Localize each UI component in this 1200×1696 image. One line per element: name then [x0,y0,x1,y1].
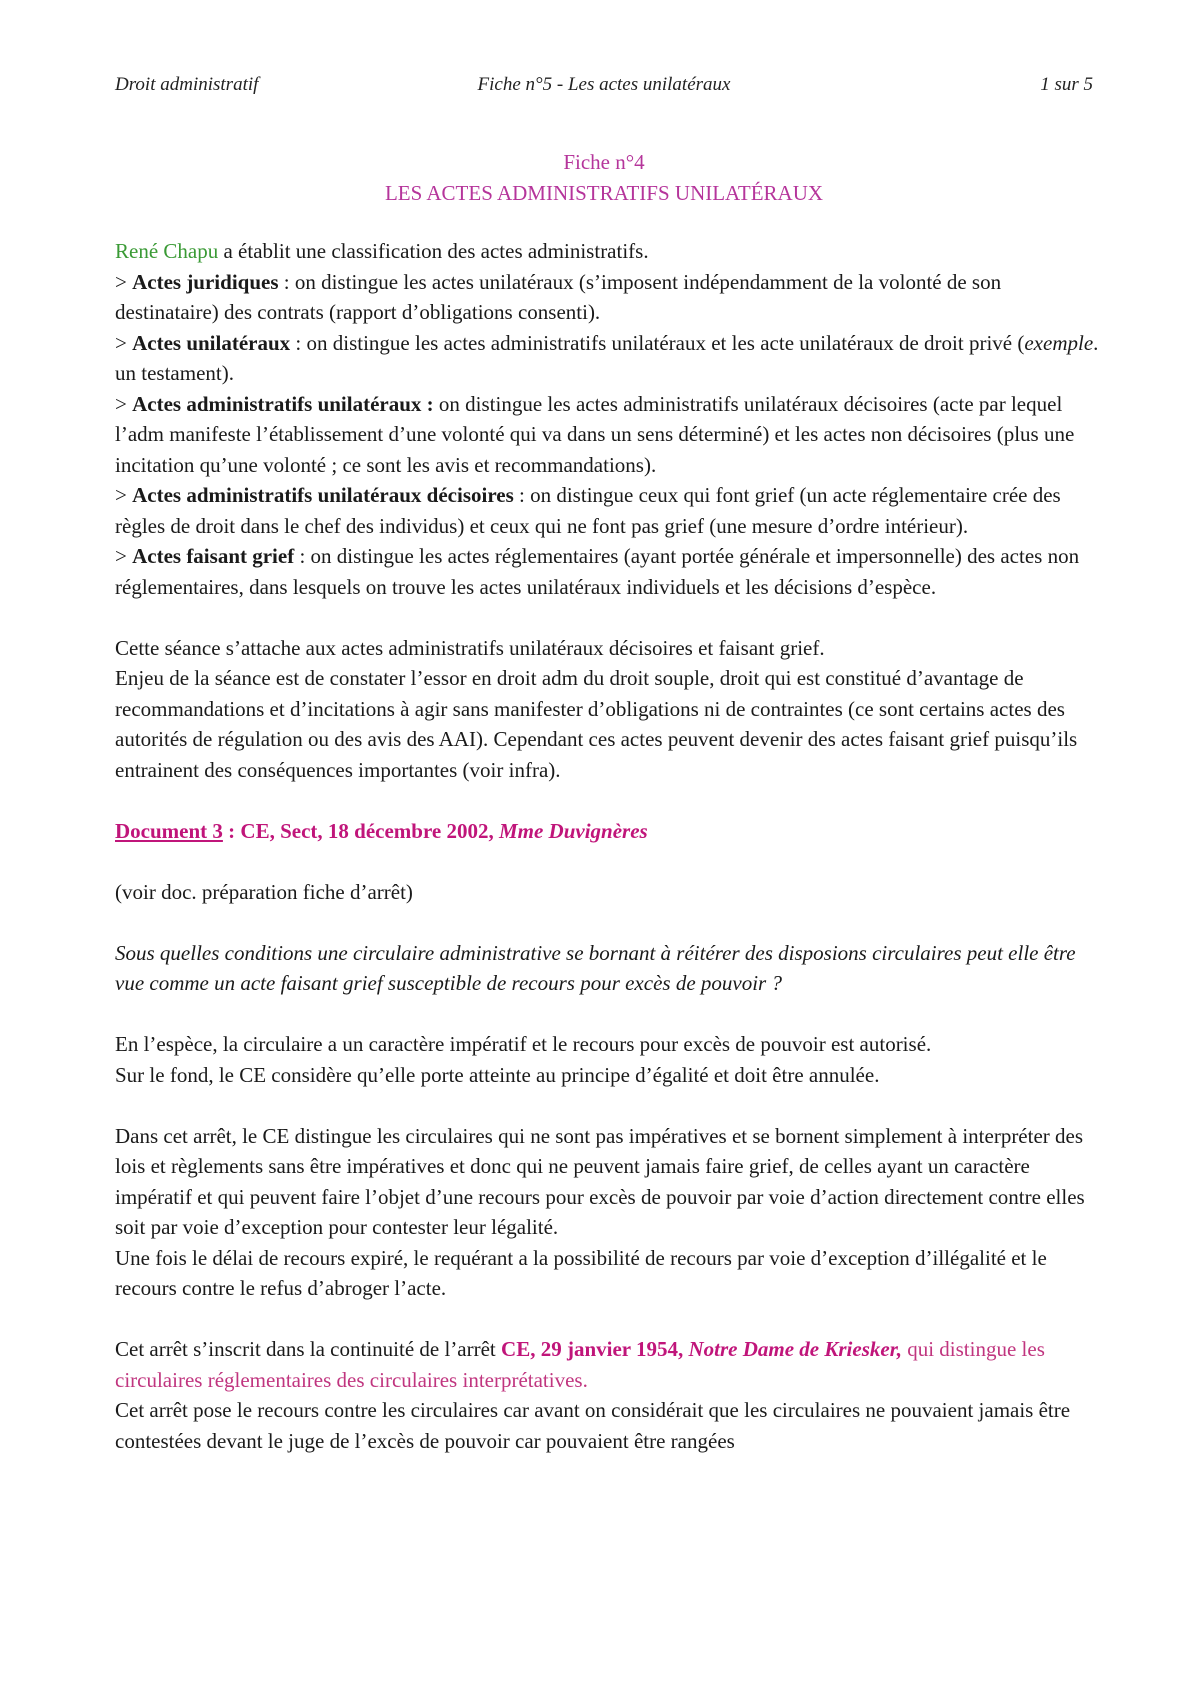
item-prefix: > [115,544,133,568]
spacer [115,1090,1100,1121]
page-header [115,70,1093,100]
classification-item [115,541,1100,602]
document-heading [115,816,1100,847]
title-block [115,147,1093,209]
arret-paragraph: Dans cet arrêt, le CE distingue les circulaires qui ne sont pas impératives et se bornent simplement à interpréter des lois et règlements sans être impératives et donc qui ne peuvent jamais faire grief, de celles ayant un caractère impératif et qui peuvent faire l’objet d’une recours pour excès de pouvoir par voie d’action directement contre elles soit par voie d’exception pour contester leur légalité. [115,1123,1085,1239]
continuite-case-name: Notre Dame de Kriesker, [688,1337,902,1361]
author-name: René Chapu [115,239,219,263]
classification-item [115,328,1100,389]
item-prefix: > [115,330,133,355]
voir-note: (voir doc. préparation fiche d’arrêt) [115,879,413,904]
item-prefix: > [115,483,133,507]
fond-paragraph: Sur le fond, le CE considère qu’elle porte atteinte au principe d’égalité et doit être annulée. [115,1062,880,1087]
item-text: on distingue les actes administratifs unilatéraux décisoires (acte par lequel l’adm manifeste l’établissement d’une volonté qui va dans un sens déterminé) et les actes non décisoires (plus une incitation qu’une volonté ; ce sont les avis et recommandations). [115,391,1075,477]
item-text: : on distingue les actes administratifs unilatéraux et les acte unilatéraux de droit privé ( [290,330,1025,355]
spacer [115,1304,1100,1335]
spacer [115,785,1100,816]
page-title: LES ACTES ADMINISTRATIFS UNILATÉRAUX [384,181,824,205]
spacer [115,999,1100,1030]
delai-paragraph: Une fois le délai de recours expiré, le requérant a la possibilité de recours par voie d’exception d’illégalité et le recours contre le refus d’abroger l’acte. [115,1245,1047,1300]
classification-item [115,480,1100,541]
spacer [115,907,1100,938]
item-text-after: . un testament). [115,330,1099,385]
header-course: Droit administratif [115,74,259,95]
spacer [115,602,1100,633]
continuite-text: Cet arrêt s’inscrit dans la continuité de l’arrêt [115,1337,502,1361]
classification-item [115,389,1100,481]
item-text: : on distingue ceux qui font grief (un acte réglementaire crée des règles de droit dans le chef des individus) et ceux qui ne font pas grief (une mesure d’ordre intérieur). [115,483,1061,538]
header-fiche: Fiche n°5 - Les actes unilatéraux [477,74,731,95]
enjeu-paragraph: Enjeu de la séance est de constater l’essor en droit adm du droit souple, droit qui est constitué d’avantage de recommandations et d’incitations à agir sans manifester d’obligations ni de contraintes (ce sont certains actes des autorités de régulation ou des avis des AAI). Cependant ces actes peuvent devenir des actes faisant grief puisqu’ils entrainent des conséquences importantes (voir infra). [115,666,1078,782]
item-term: Actes juridiques [132,269,279,294]
classification-item [115,267,1100,328]
continuite-paragraph [115,1334,1100,1395]
item-text: : on distingue les actes unilatéraux (s’imposent indépendamment de la volonté de son destinataire) des contrats (rapport d’obligations consenti). [115,269,1002,324]
document-case-name: Mme Duvignères [498,818,648,843]
espece-paragraph: En l’espèce, la circulaire a un caractère impératif et le recours pour excès de pouvoir est autorisé. [115,1032,932,1056]
continuite-highlight: qui distingue les circulaires réglementaires des circulaires interprétatives. [115,1337,1045,1392]
fiche-number: Fiche n°4 [563,150,645,174]
item-term: Actes faisant grief [132,544,295,568]
intro-text: a établit une classification des actes administratifs. [218,239,649,263]
item-term: Actes administratifs unilatéraux décisoires [132,483,514,507]
item-prefix: > [115,391,133,416]
recours-paragraph: Cet arrêt pose le recours contre les circulaires car avant on considérait que les circulaires ne pouvaient jamais être contestées devant le juge de l’excès de pouvoir car pouvaient être rangées [115,1398,1071,1453]
item-term: Actes unilatéraux [132,330,291,355]
spacer [115,846,1100,877]
continuite-reference: CE, 29 janvier 1954, [501,1337,689,1361]
document-separator: : [222,818,241,843]
question-paragraph: Sous quelles conditions une circulaire administrative se bornant à réitérer des disposions circulaires peut elle être vue comme un acte faisant grief susceptible de recours pour excès de pouvoir ? [115,940,1076,995]
header-page-number: 1 sur 5 [1040,74,1093,95]
item-example: exemple [1024,330,1094,355]
seance-paragraph: Cette séance s’attache aux actes administratifs unilatéraux décisoires et faisant grief. [115,635,825,660]
intro-paragraph [115,236,1100,267]
document-reference: CE, Sect, 18 décembre 2002, [240,818,499,843]
item-term: Actes administratifs unilatéraux : [132,391,434,416]
item-text: : on distingue les actes réglementaires (ayant portée générale et impersonnelle) des actes non réglementaires, dans lesquels on trouve les actes unilatéraux individuels et les décisions d’espèce. [115,544,1080,599]
document-body [115,236,1100,1456]
document-3-link[interactable]: Document 3 [115,818,223,843]
item-prefix: > [115,269,133,294]
